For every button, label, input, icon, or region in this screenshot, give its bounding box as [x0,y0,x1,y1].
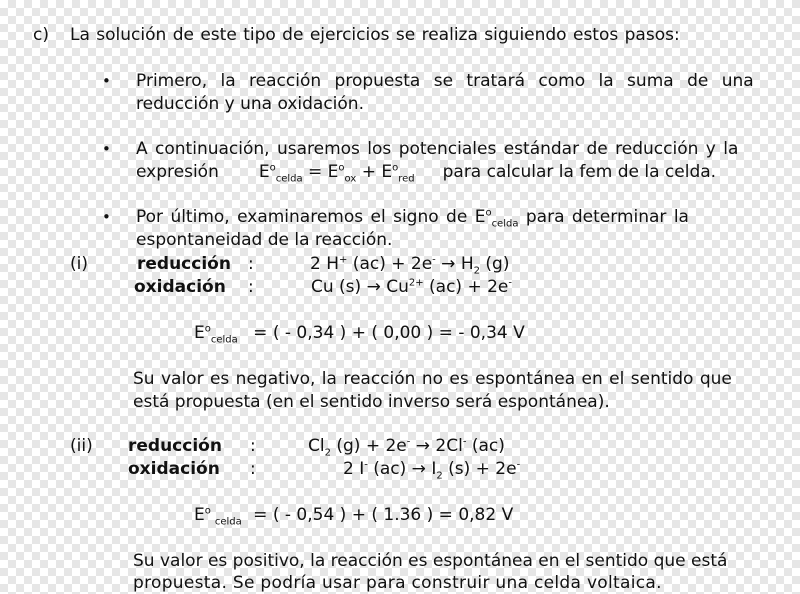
bullet-dot-3: • [102,208,111,226]
bullet-1-line-2: reducción y una oxidación. [136,94,364,114]
case-1-label: (i) [70,254,88,274]
bullet-3-line-2: espontaneidad de la reacción. [136,230,393,250]
case-1-oxidation-equation: Cu $(s) \to Cu^{2+}$ (ac) + 2e- [311,277,512,297]
section-letter: c) [33,25,49,45]
intro-text: La solución de este tipo de ejercicios se realiza siguiendo estos pasos: [70,25,680,45]
bullet-dot-1: • [102,72,111,90]
case-2-cell-potential: $E^o_{celda}$ = ( - 0,54 ) + ( 1.36 ) = 0,82 V [194,505,514,528]
e-cell-symbol: $E^o_{celda}$ [258,162,303,185]
case-1-cell-potential: $E^o_{celda}$ = ( - 0,34 ) + ( 0,00 ) = - 0,34 V [194,323,525,346]
bullet-2-expression: expresión $E^o_{celda} = E^o_{ox} + E^o_{red}$ para calcular la fem de la celda. [136,162,717,185]
case-1-comment-line-1: Su valor es negativo, la reacción no es espontánea en el sentido que [133,369,732,389]
case-1-reduction-label: reducción [137,254,231,274]
case-2-comment-line-2: propuesta. Se podría usar para construir una celda voltaica. [133,573,662,593]
case-2-label: (ii) [70,436,93,456]
case-1-oxidation-label: oxidación [134,277,226,297]
case-2-oxidation-equation: 2 I- $(ac) \to I_2$ (s) + 2e- [343,459,521,482]
bullet-2-after-text: para calcular la fem de la celda. [442,162,717,182]
case-2-oxidation-colon: : [250,459,256,479]
case-2-reduction-label: reducción [128,436,222,456]
case-1-reduction-colon: : [248,254,254,274]
bullet-2-line-1: A continuación, usaremos los potenciales estándar de reducción y la [136,139,739,159]
case-2-comment-line-1: Su valor es positivo, la reacción es espontánea en el sentido que está [133,551,728,571]
expression-label: expresión [136,162,219,182]
case-1-reduction-equation: 2 H+ $(ac) + 2e^- \to H_2$ (g) [310,254,510,277]
case-2-oxidation-label: oxidación [128,459,220,479]
case-2-reduction-equation: $Cl_2$ (g) + 2e- → 2Cl- (ac) [308,436,505,459]
bullet-3-line-1: Por último, examinaremos el signo de $E^o_{celda}$ para determinar la [136,207,689,230]
bullet-dot-2: • [102,140,111,158]
case-1-oxidation-colon: : [248,277,254,297]
bullet-1-line-1: Primero, la reacción propuesta se tratará como la suma de una [136,71,754,91]
case-1-comment-line-2: está propuesta (en el sentido inverso será espontánea). [133,392,610,412]
case-2-reduction-colon: : [250,436,256,456]
